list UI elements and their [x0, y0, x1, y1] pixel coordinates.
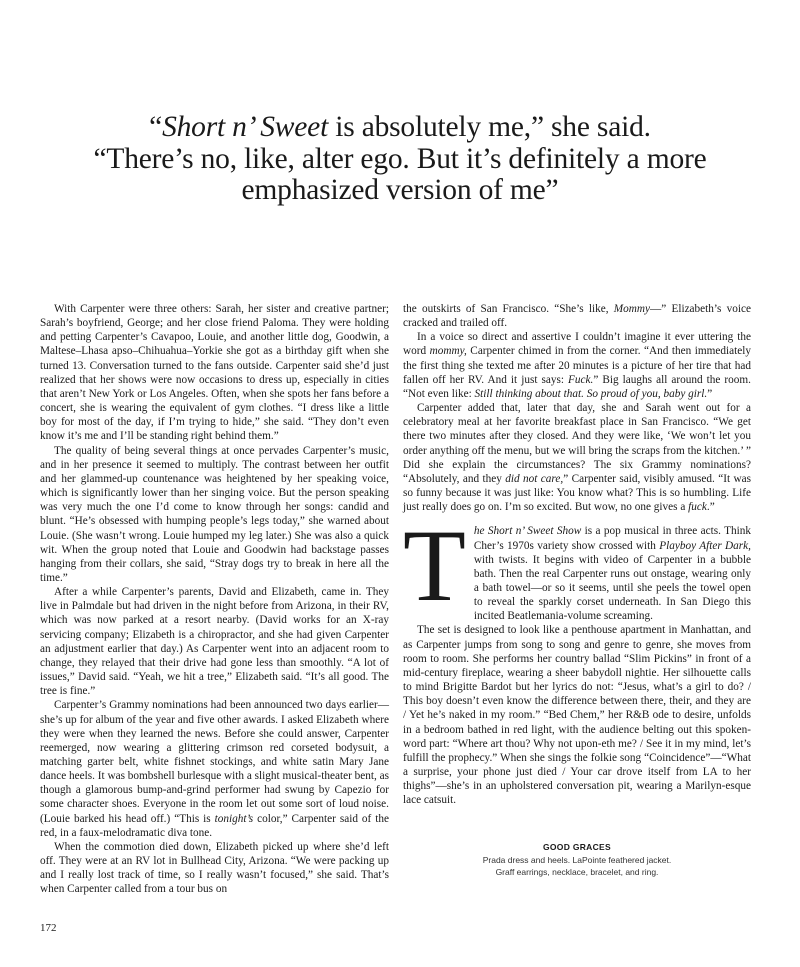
caption-line: Prada dress and heels. LaPointe feathered jacket.: [482, 855, 672, 865]
paragraph: he Short n’ Sweet Show is a pop musical in three acts. Think Cher’s 1970s variety show crossed with Playboy After Dark, with twists. It begins with video of Carpenter in a bubble bath. Then the real Carpenter runs out onstage, wearing only a bath towel—or so it seems, until she peels the towel open to reveal the sparkly corset underneath. In San Diego this incited Beatlemania-volume screaming.: [473, 525, 751, 623]
paragraph: In a voice so direct and assertive I couldn’t imagine it ever uttering the word mommy, Carpenter chimed in from the corner. “And then immediately the first thing she texted me after 20 minutes is a picture of her tire that had fallen off her RV. And it just says: Fuck.” Big laughs all around the room. “Not even like: Still thinking about that. So proud of you, baby girl.”: [403, 331, 752, 400]
paragraph: Carpenter’s Grammy nominations had been announced two days earlier—she’s up for album of the year and five other awards. I asked Elizabeth where they were when they learned the news. Before she could answer, Carpenter reemerged, now wearing a glittering crimson red corseted bodysuit, a matching garter belt, white fishnet stockings, and white satin Mary Jane dance heels. It was bombshell burlesque with a slight musical-theater bent, as though a glamorous bump-and-grind performer had swung by Capezio for some character shoes. Everyone in the room let out some sort of loud noise. (Louie barked his head off.) “This is tonight’s color,” Carpenter said of the red, in a faux-melodramatic diva tone.: [40, 699, 389, 839]
pull-quote: [60, 112, 740, 207]
pull-quote-line-2: “There’s no, like, alter ego. But it’s definitely a more: [93, 142, 707, 175]
body-column-left: [40, 302, 389, 897]
pull-quote-line-1: “Short n’ Sweet is absolutely me,” she said.: [149, 111, 651, 143]
pull-quote-title-italic: Short n’ Sweet: [162, 111, 329, 143]
paragraph: The set is designed to look like a penthouse apartment in Manhattan, and as Carpenter jumps from song to song and genre to genre, she moves from room to room. She performs her country ballad “Slim Pickins” in front of a mid-century fireplace, wearing a sheer babydoll nightie. Her silhouette calls to mind Brigitte Bardot but her lyrics do not: “Jesus, what’s a girl to do? / This boy doesn’t even know the difference between there, their, and they are / Yet he’s naked in my room.” “Bed Chem,” her R&B ode to desire, unfolds in a bedroom bathed in red light, with the audience belting out this spoken-word part: “Where art thou? Why not upon-eth me? / See it in my mind, let’s fulfill the prophecy.” When she sings the folkie song “Coincidence”—“What a surprise, your phone just died / Your car drove itself from LA to her thighs”—she’s in an upholstered conversation pit, wearing a Marilyn-esque lace catsuit.: [403, 624, 751, 807]
paragraph: The quality of being several things at once pervades Carpenter’s music, and in her presence it seemed to multiply. The contrast between her outfit and her glammed-up countenance was heightened by her speaking voice, which is significantly lower than her singing voice. But the person speaking was very much the one I’d come to know through her songs: candid and blunt. “He’s obsessed with humping people’s legs today,” she warned about Louie. (She wasn’t wrong. Louie humped my leg later.) She was also a quick wit. When the group noted that Louie and Goodwin had backstage passes hanging from their collars, she said, “Stray dogs try to break in here all the time.”: [40, 444, 389, 584]
paragraph: the outskirts of San Francisco. “She’s like, Mommy—” Elizabeth’s voice cracked and trailed off.: [403, 303, 751, 330]
paragraph: After a while Carpenter’s parents, David and Elizabeth, came in. They live in Palmdale but had driven in the night before from Arizona, in their RV, which was now parked at a resort nearby. (David works for an X-ray servicing company; Elizabeth is a chiropractor, and she had given Carpenter an adjustment earlier that day.) As Carpenter went into an adjacent room to change, they relayed that their drive had gone less than smoothly. “A lot of issues,” David said. “Yeah, we hit a tree,” Elizabeth said. “It’s all good. The tree is fine.”: [40, 586, 389, 698]
paragraph: When the commotion died down, Elizabeth picked up where she’d left off. They were at an RV lot in Bullhead City, Arizona. “We were packing up and I really lost track of time, so I really wasn’t focused,” she said. That’s when Carpenter called from a tour bus on: [40, 840, 389, 896]
body-column-right: [403, 302, 751, 807]
caption-line: Graff earrings, necklace, bracelet, and ring.: [495, 866, 659, 877]
section-opening: [403, 509, 751, 624]
paragraph: Carpenter added that, later that day, she and Sarah went out for a celebratory meal at her favorite breakfast place in San Francisco. “We get there two minutes after they closed. And they were like, ‘We won’t let you order anything off the menu, but we will bring the scraps from the kitchen.’ ” Did she explain the circumstances? The six Grammy nominations? “Absolutely, and they did not care,” Carpenter said, visibly amused. “It was so funny because it was just like: You know what? This is so humbling. Life just really does go on. I’m so excited. But wow, no one gives a fuck.”: [403, 402, 752, 514]
drop-cap: T: [403, 509, 466, 624]
pull-quote-line-3: emphasized version of me”: [241, 174, 559, 206]
photo-credit-caption: [403, 842, 751, 878]
page-number: 172: [40, 922, 57, 934]
caption-title: GOOD GRACES: [542, 842, 611, 852]
paragraph: With Carpenter were three others: Sarah, her sister and creative partner; Sarah’s boyfriend, George; and her close friend Paloma. They were holding and petting Carpenter’s Cavapoo, Louie, and another little dog, Goodwin, a Maltese–Lhasa apso–Chihuahua–Yorkie she got as a birthday gift when she turned 13. Conversation turned to the fans outside. Carpenter said she’d just realized that her shows were now occasions to dress up, especially in cities that aren’t New York or Los Angeles. Often, when she spots her fans before a concert, she is wearing the equivalent of gym clothes. “I dress like a little boy for most of the day, if I’m trying to hide,” she said. “They don’t even know it’s me and I’ll be standing right behind them.”: [40, 303, 389, 443]
